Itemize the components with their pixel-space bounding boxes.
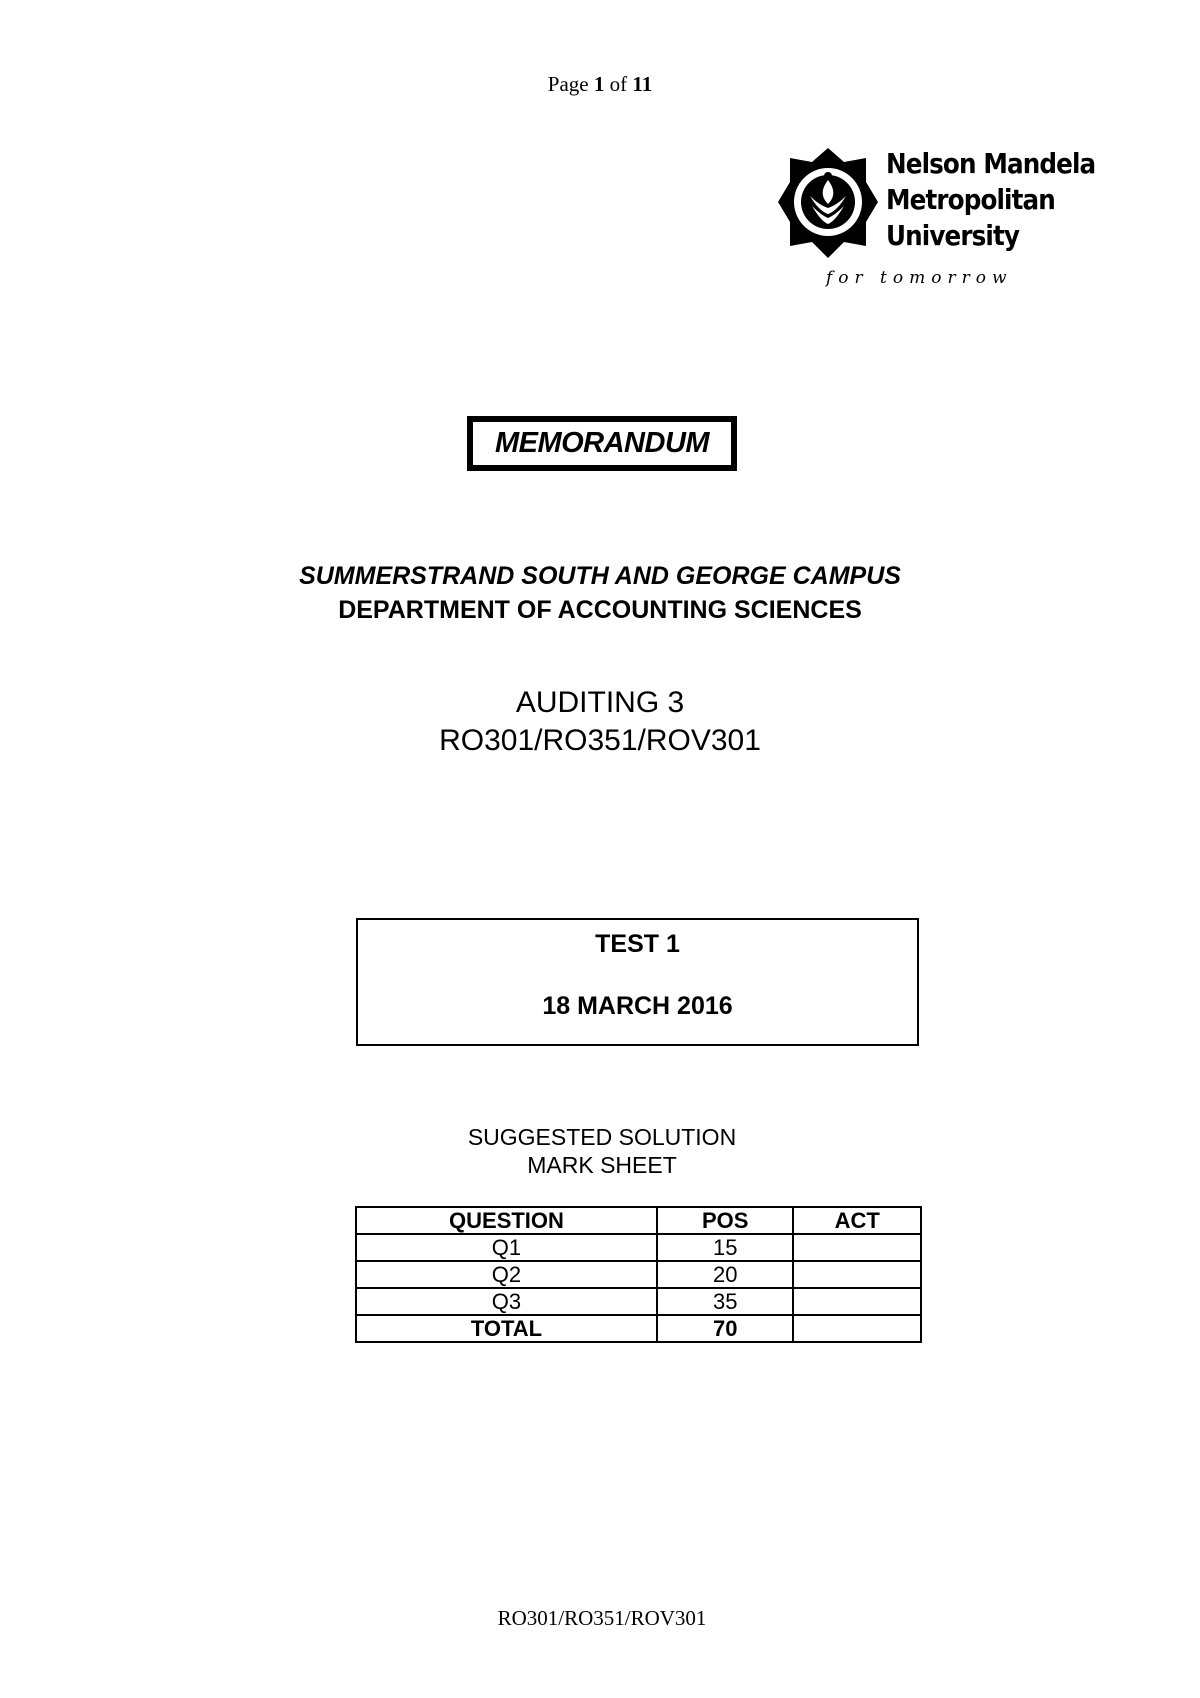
table-row	[356, 1234, 921, 1261]
campus-heading: SUMMERSTRAND SOUTH AND GEORGE CAMPUS	[299, 562, 901, 590]
logo-tagline: for tomorrow	[826, 268, 1013, 288]
logo-line-2: Metropolitan	[886, 183, 1055, 216]
memorandum-box	[467, 416, 737, 471]
memorandum-title: MEMORANDUM	[494, 427, 710, 459]
header-pos: POS	[657, 1207, 794, 1234]
mark-sheet-table	[355, 1206, 922, 1343]
pos-cell: 15	[657, 1234, 794, 1261]
page-prefix: Page	[547, 72, 594, 96]
pos-cell: 20	[657, 1261, 794, 1288]
page-number	[0, 72, 1200, 97]
current-page: 1	[593, 72, 605, 96]
total-pos-cell: 70	[657, 1315, 794, 1342]
total-pages: 11	[632, 72, 653, 96]
university-emblem-icon	[778, 144, 878, 264]
table-header-row	[356, 1207, 921, 1234]
university-logo	[778, 144, 1096, 294]
test-info-box	[356, 918, 919, 1046]
course-codes: RO301/RO351/ROV301	[439, 724, 761, 757]
test-title: TEST 1	[595, 930, 680, 958]
total-label-cell: TOTAL	[356, 1315, 657, 1342]
table-row	[356, 1261, 921, 1288]
table-row	[356, 1288, 921, 1315]
university-name	[886, 146, 1095, 254]
suggested-solution-label: SUGGESTED SOLUTION	[467, 1124, 737, 1150]
total-act-cell	[793, 1315, 921, 1342]
act-cell	[793, 1261, 921, 1288]
department-heading: DEPARTMENT OF ACCOUNTING SCIENCES	[338, 596, 862, 624]
act-cell	[793, 1234, 921, 1261]
question-cell: Q3	[356, 1288, 657, 1315]
mark-sheet-label: MARK SHEET	[527, 1152, 677, 1178]
act-cell	[793, 1288, 921, 1315]
course-name: AUDITING 3	[515, 686, 685, 719]
question-cell: Q1	[356, 1234, 657, 1261]
logo-line-1: Nelson Mandela	[886, 147, 1096, 180]
pos-cell: 35	[657, 1288, 794, 1315]
logo-line-3: University	[886, 219, 1020, 252]
header-act: ACT	[793, 1207, 921, 1234]
page-footer: RO301/RO351/ROV301	[497, 1606, 707, 1630]
question-cell: Q2	[356, 1261, 657, 1288]
table-total-row	[356, 1315, 921, 1342]
page-of: of	[604, 72, 633, 96]
header-question: QUESTION	[356, 1207, 657, 1234]
test-date: 18 MARCH 2016	[542, 992, 733, 1020]
